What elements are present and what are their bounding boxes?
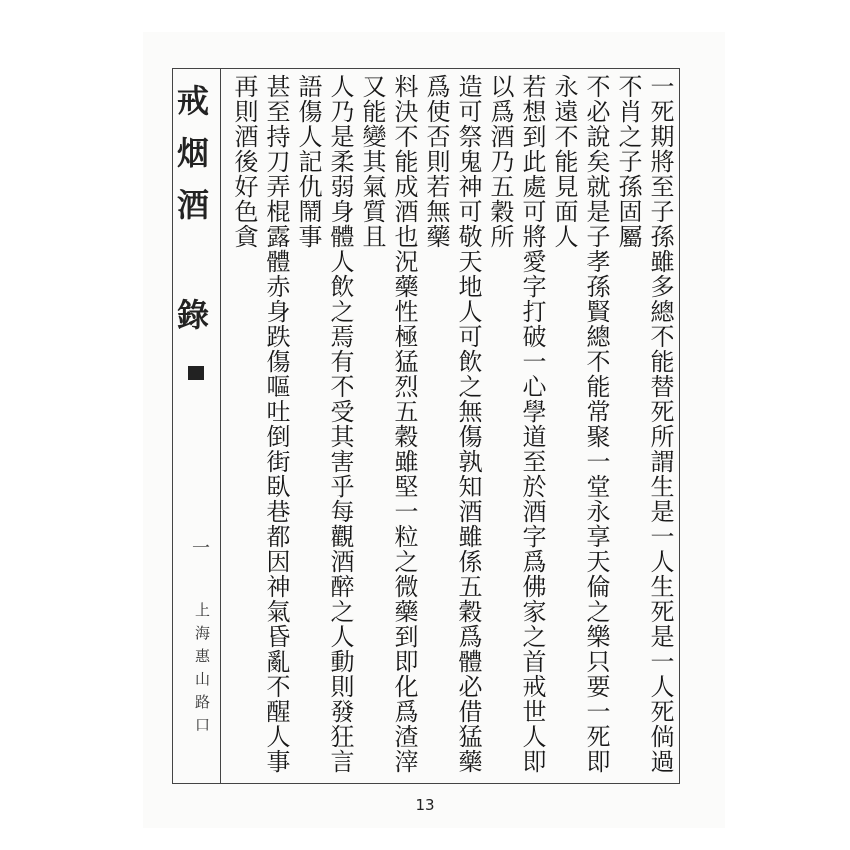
book-title: 戒烟酒 錄 bbox=[172, 84, 210, 350]
text-column: 料決不能成酒也況藥性極猛烈五穀雖堅一粒之微藥到即化爲渣滓又能變其氣質且 bbox=[358, 74, 418, 774]
text-column: 人乃是柔弱身體人飲之焉有不受其害乎每觀酒醉之人動則發狂言語傷人記仇鬧事 bbox=[294, 74, 354, 774]
folio-number: 一 bbox=[189, 538, 210, 556]
main-text bbox=[226, 74, 676, 778]
running-header bbox=[174, 84, 218, 364]
text-column bbox=[226, 74, 228, 778]
page-number: 13 bbox=[415, 796, 435, 814]
margin-rule bbox=[220, 68, 221, 784]
publisher-note: 上海惠山路口 bbox=[193, 602, 211, 740]
text-column: 不必說矣就是子孝孫賢總不能常聚一堂永享天倫之樂只要一死即永遠不能見面人 bbox=[550, 74, 610, 774]
fishtail-mark bbox=[188, 366, 204, 380]
text-column: 造可祭鬼神可敬天地人可飲之無傷孰知酒雖係五穀爲體必借猛藥爲使否則若無藥 bbox=[422, 74, 482, 774]
text-column: 甚至持刀弄棍露體赤身跌傷嘔吐倒街臥巷都因神氣昏亂不醒人事再則酒後好色貪 bbox=[230, 74, 290, 774]
text-column: 若想到此處可將愛字打破一心學道至於酒字爲佛家之首戒世人即以爲酒乃五穀所 bbox=[486, 74, 546, 774]
text-column: 一死期將至子孫雖多總不能替死所謂生是一人生死是一人死倘過不肖之子孫固屬 bbox=[614, 74, 674, 774]
